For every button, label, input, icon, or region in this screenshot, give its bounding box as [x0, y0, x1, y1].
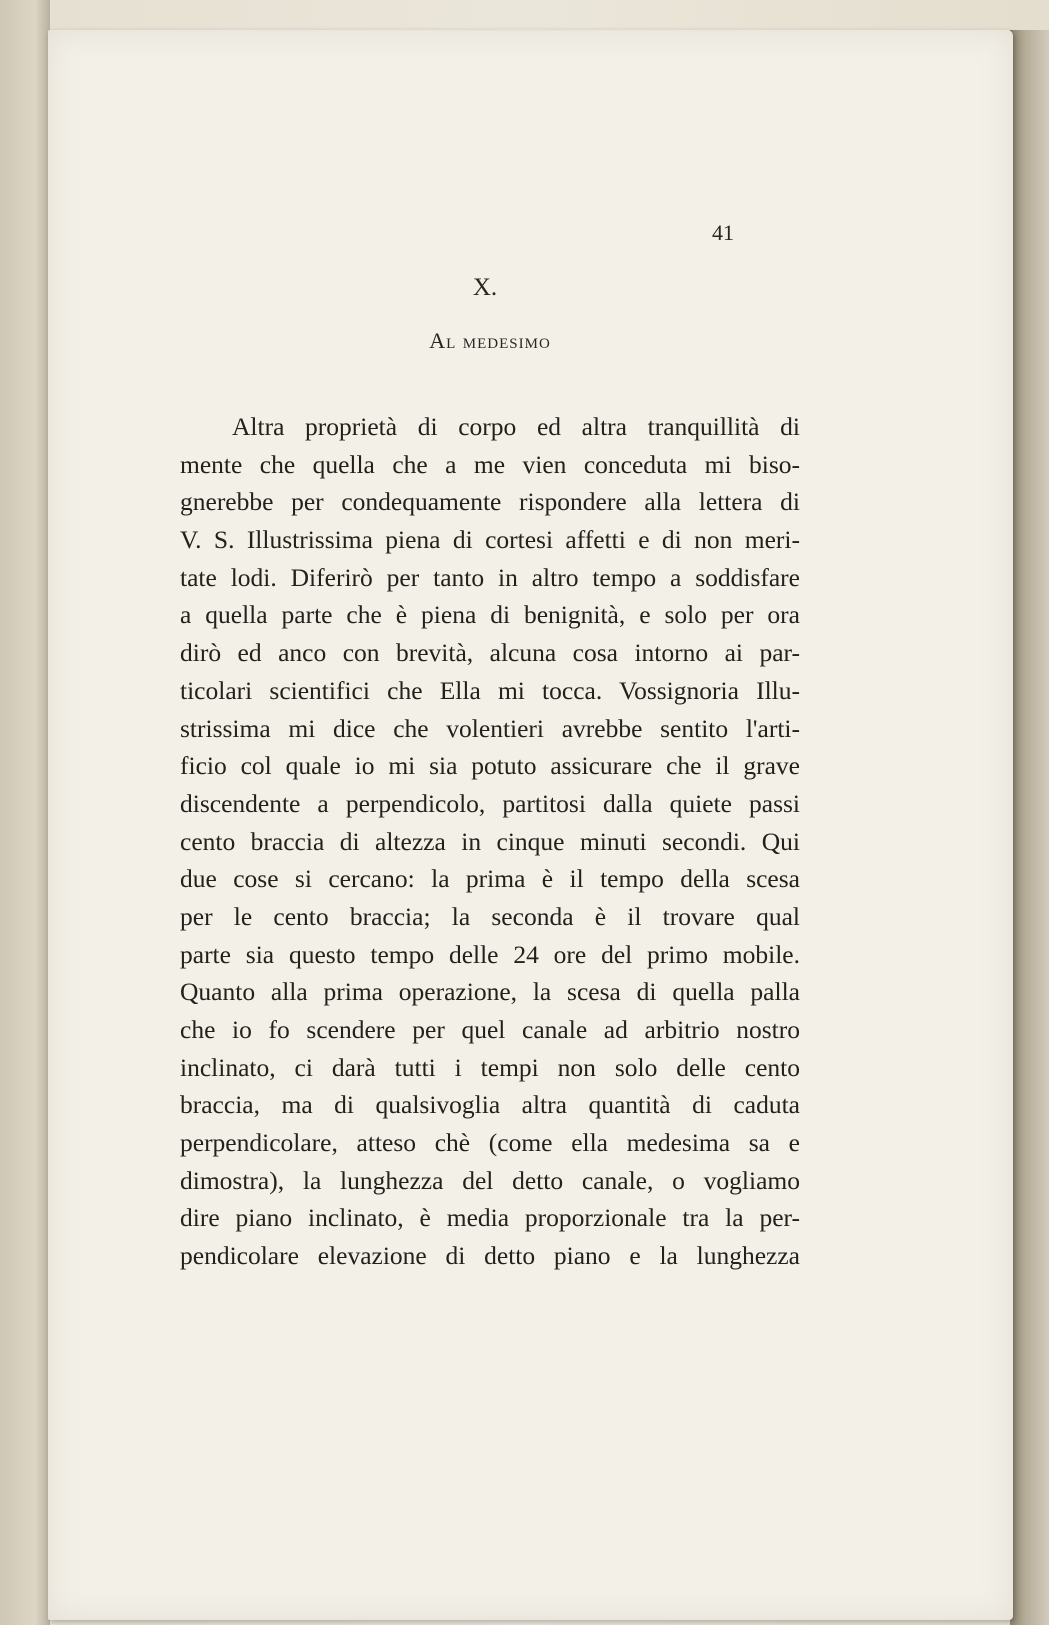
text-line: inclinato, ci darà tutti i tempi non solo delle cento: [180, 1052, 800, 1082]
text-line: Altra proprietà di corpo ed altra tranquillità di: [232, 412, 800, 441]
text-line: pendicolare elevazione di detto piano e la lunghezza: [180, 1241, 800, 1271]
book-edge: [1010, 30, 1049, 1625]
text-line: strissima mi dice che volentieri avrebbe sentito l'arti-: [180, 713, 800, 743]
letter-body: [180, 408, 800, 1275]
text-line: mente che quella che a me vien conceduta mi biso-: [180, 449, 800, 479]
chapter-number: X.: [472, 274, 498, 301]
text-line: ticolari scientifici che Ella mi tocca. Vossignoria Illu-: [180, 675, 800, 705]
text-line: ficio col quale io mi sia potuto assicurare che il grave: [180, 751, 800, 781]
previous-page-edge: [0, 0, 50, 1625]
text-line: cento braccia di altezza in cinque minuti secondi. Qui: [180, 826, 800, 856]
text-line: braccia, ma di qualsivoglia altra quantità di caduta: [180, 1090, 800, 1120]
text-line: tate lodi. Diferirò per tanto in altro tempo a soddisfare: [180, 562, 800, 592]
text-line: per le cento braccia; la seconda è il trovare qual: [180, 901, 800, 931]
text-line: dirò ed anco con brevità, alcuna cosa intorno ai par-: [180, 638, 800, 668]
text-line: Quanto alla prima operazione, la scesa di quella palla: [180, 977, 800, 1007]
letter-heading: Al medesimo: [429, 328, 551, 353]
text-line: dimostra), la lunghezza del detto canale, o vogliamo: [180, 1165, 800, 1195]
text-line: a quella parte che è piena di benignità, e solo per ora: [180, 600, 800, 630]
text-line: parte sia questo tempo delle 24 ore del primo mobile.: [180, 939, 800, 969]
text-line: V. S. Illustrissima piena di cortesi affetti e di non meri-: [180, 525, 800, 555]
text-line: gnerebbe per condequamente rispondere alla lettera di: [180, 487, 800, 517]
text-line: dire piano inclinato, è media proporzionale tra la per-: [180, 1203, 800, 1233]
text-line: due cose si cercano: la prima è il tempo della scesa: [180, 864, 800, 894]
page-number: 41: [712, 220, 734, 245]
text-line: perpendicolare, atteso chè (come ella medesima sa e: [180, 1128, 800, 1158]
text-line: discendente a perpendicolo, partitosi dalla quiete passi: [180, 788, 800, 818]
text-line: che io fo scendere per quel canale ad arbitrio nostro: [180, 1015, 800, 1044]
